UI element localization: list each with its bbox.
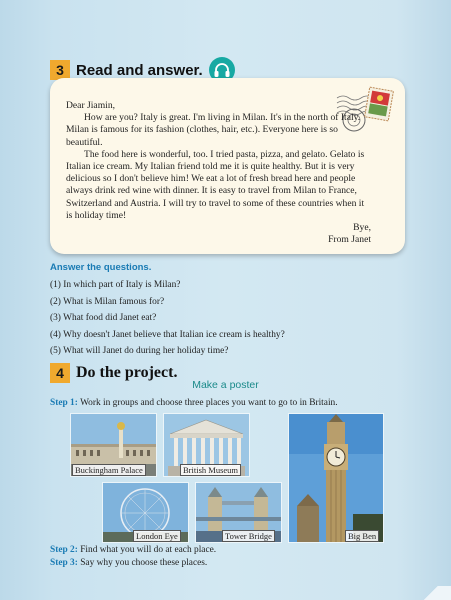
question-list [50,277,285,360]
letter-paragraph-2: The food here is wonderful, too. I tried pasta, pizza, and gelato. Gelato is Italian ice cream. My Italian friend told me it is quite healthy. But it is very delicious so I don't believe him! We eat a lot of fresh bread here and people always drink red wine with dinner. It is easy to travel from Milan to France, Switzerland and Austria. I will try to travel to some of these countries when it is holiday time! [66,148,365,221]
step-label: Step 2: [50,545,78,555]
section-title: Read and answer. [76,61,203,79]
answer-questions-title: Answer the questions. [50,262,152,273]
big-ben-photo [289,414,383,542]
photo-caption: Big Ben [345,530,379,542]
photo-caption: London Eye [133,530,181,542]
letter-card [50,78,405,254]
question-item: (3) What food did Janet eat? [50,313,157,323]
letter-closing: Bye, [353,222,371,234]
letter-signature: From Janet [328,234,371,246]
photo-caption: Tower Bridge [222,530,275,542]
letter-paragraph-1: How are you? Italy is great. I'm living in Milan. It's in the north of Italy. Milan is famous for its fashion (clothes, hair, etc.). Everyone here is so beautiful. [66,112,361,148]
question-item: (1) In which part of Italy is Milan? [50,280,181,290]
step-3 [50,558,207,568]
question-item: (2) What is Milan famous for? [50,296,165,307]
photo-caption: British Museum [180,464,241,476]
question-item: (4) Why doesn't Janet believe that Italian ice cream is healthy? [50,329,285,340]
question-item: (5) What will Janet do during her holiday time? [50,346,229,356]
step-1 [50,398,338,408]
page-curl [411,586,451,600]
photo-caption: Buckingham Palace [72,464,146,476]
step-text: Find what you will do at each place. [80,545,217,555]
step-label: Step 3: [50,558,78,568]
section-number: 3 [50,60,70,80]
step-text: Work in groups and choose three places you want to go to in Britain. [80,398,338,408]
project-subtitle: Make a poster [192,379,259,391]
letter-body [66,100,371,246]
step-text: Say why you choose these places. [80,558,208,568]
step-label: Step 1: [50,398,78,408]
section-number: 4 [50,363,70,383]
step-2 [50,545,216,555]
letter-greeting: Dear Jiamin, [66,100,116,111]
section-title: Do the project. [76,364,178,381]
